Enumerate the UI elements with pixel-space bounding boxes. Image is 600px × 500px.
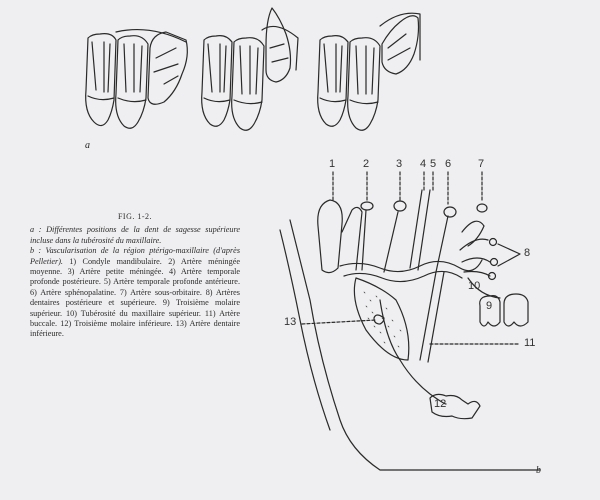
diagram-number-12: 12 [434,398,447,410]
caption-part-a-text: Différentes positions de la dent de sagesse supérieure incluse dans la tubérosité du maxillaire. [30,225,241,245]
caption-part-b-title: Vascularisation de la région ptérigo-maxillaire (d'après Pelletier). [30,246,241,266]
tooth-group-1 [86,30,188,129]
part-label-a: a [85,140,90,151]
diagram-number-13: 13 [284,316,297,328]
tooth-group-3 [318,13,420,130]
diagram-number-9: 9 [486,300,493,312]
diagram-number-3: 3 [396,158,403,170]
caption-part-a-tag: a : [30,225,42,235]
diagram-number-10: 10 [468,280,481,292]
diagram-number-8: 8 [524,247,531,259]
caption-title: FIG. 1-2. [117,212,153,221]
tooth-group-2 [202,8,298,130]
caption-part-a [30,225,240,246]
diagram-number-4: 4 [420,158,427,170]
figure-caption [30,212,240,340]
part-label-b: b [536,465,541,476]
diagram-number-2: 2 [363,158,370,170]
caption-part-b [30,246,240,340]
diagram-number-11: 11 [524,337,536,349]
diagram-number-7: 7 [478,158,485,170]
diagram-number-6: 6 [445,158,452,170]
diagram-number-5: 5 [430,158,437,170]
caption-part-b-tag: b : [30,246,42,256]
caption-part-b-text: 1) Condyle mandibulaire. 2) Artère méningée moyenne. 3) Artère petite méningée. 4) Artère temporale profonde postérieure. 5) Artère temporale profonde antérieure. 6) Artère sphénopalatine. 7) Artère sous-orbitaire. 8) Artères dentaires postérieure et supérieure. 9) Troisième molaire supérieur. 10) Tubérosité du maxillaire supérieur. 11) Artère buccale. 12) Troisième molaire inférieure. 13) Artère dentaire inférieure. [30,256,240,339]
diagram-number-1: 1 [329,158,336,170]
vascular-diagram [280,172,540,470]
